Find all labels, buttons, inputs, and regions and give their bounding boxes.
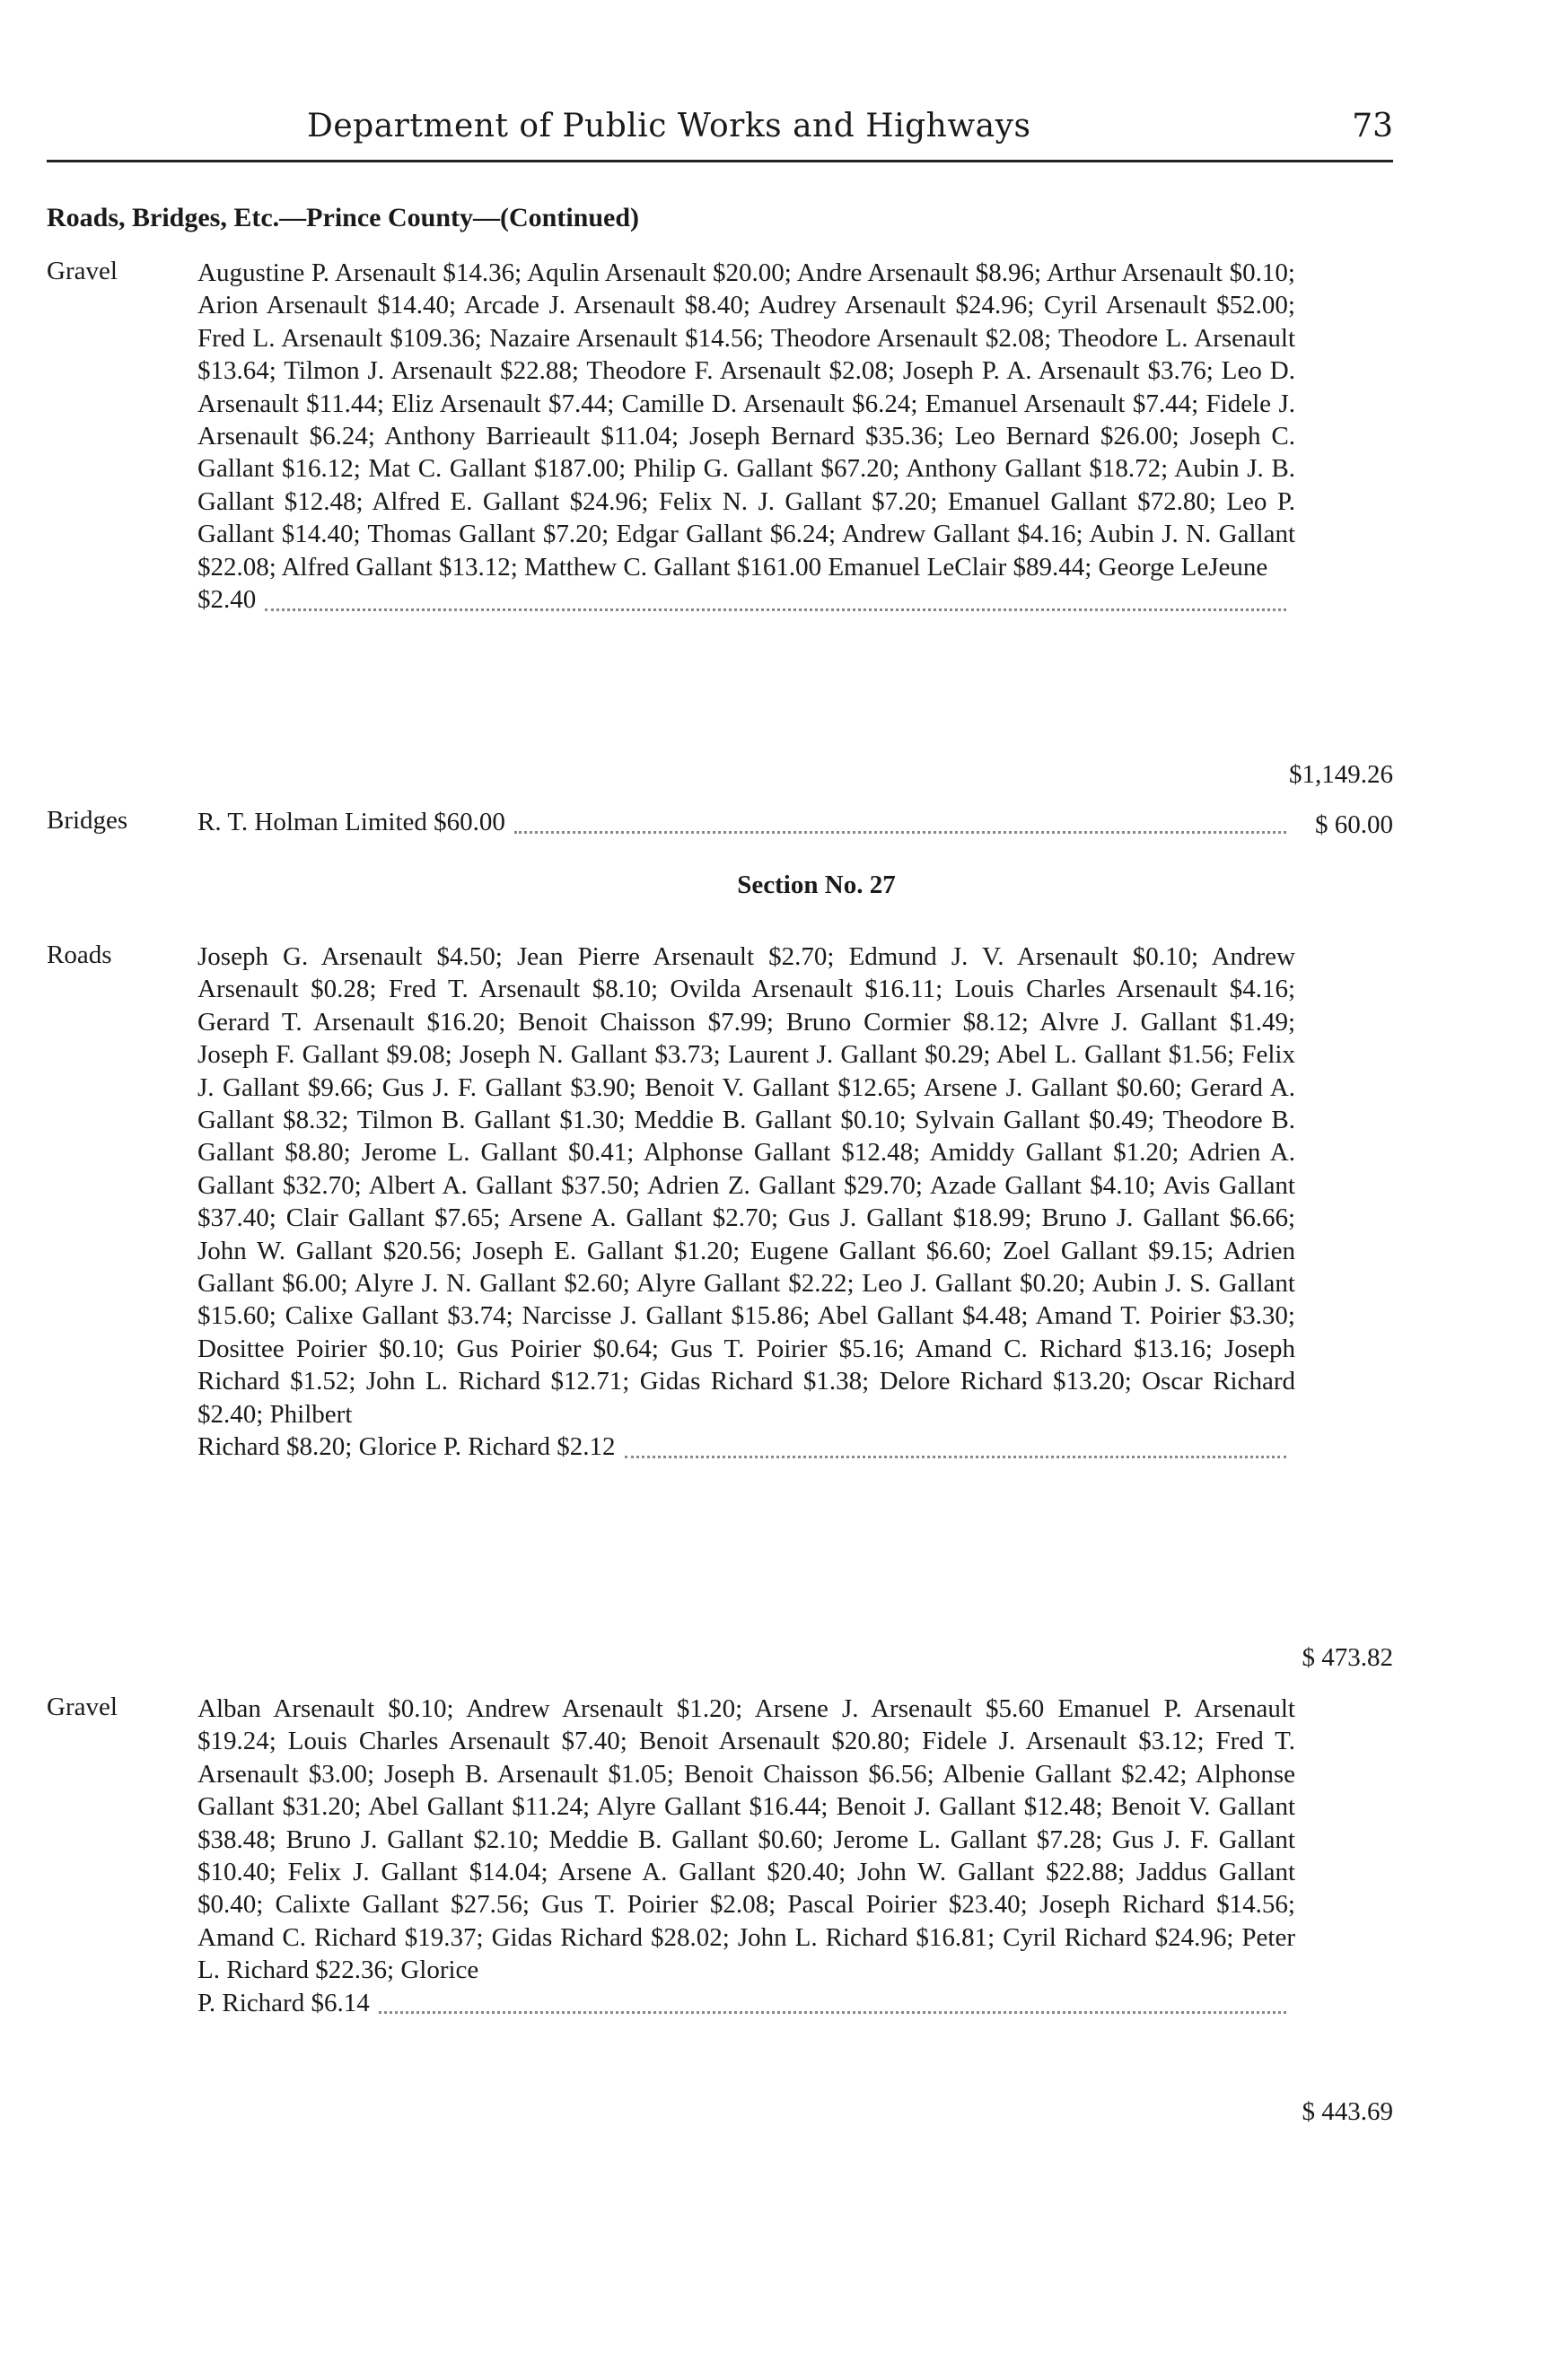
entry-last-line bbox=[197, 1987, 1295, 2019]
running-title: Department of Public Works and Highways bbox=[307, 108, 1031, 144]
entry-gravel-section-27 bbox=[47, 1693, 1393, 2126]
dot-leader bbox=[625, 1450, 1286, 1458]
entry-paragraph: Joseph G. Arsenault $4.50; Jean Pierre Arsenault $2.70; Edmund J. V. Arsenault $0.10; Andrew Arsenault $0.28; Fred T. Arsenault $8.10; Ovilda Arsenault $16.11; Louis Charles Arsenault $4.16; Gerard T. Arsenault $16.20; Benoit Chaisson $7.99; Bruno Cormier $8.12; Alvre J. Gallant $1.49; Joseph F. Gallant $9.08; Joseph N. Gallant $3.73; Laurent J. Gallant $0.29; Abel L. Gallant $1.56; Felix J. Gallant $9.66; Gus J. F. Gallant $3.90; Benoit V. Gallant $12.65; Arsene J. Gallant $0.60; Gerard A. Gallant $8.32; Tilmon B. Gallant $1.30; Meddie B. Gallant $0.10; Sylvain Gallant $0.49; Theodore B. Gallant $8.80; Jerome L. Gallant $0.41; Alphonse Gallant $12.48; Amiddy Gallant $1.20; Adrien A. Gallant $32.70; Albert A. Gallant $37.50; Adrien Z. Gallant $29.70; Azade Gallant $4.10; Avis Gallant $37.40; Clair Gallant $7.65; Arsene A. Gallant $2.70; Gus J. Gallant $18.99; Bruno J. Gallant $6.66; John W. Gallant $20.56; Joseph E. Gallant $1.20; Eugene Gallant $6.60; Zoel Gallant $9.15; Adrien Gallant $6.00; Alyre J. N. Gallant $2.60; Alyre Gallant $2.22; Leo J. Gallant $0.20; Aubin J. S. Gallant $15.60; Calixe Gallant $3.74; Narcisse J. Gallant $15.86; Abel Gallant $4.48; Amand T. Poirier $3.30; Dosittee Poirier $0.10; Gus Poirier $0.64; Gus T. Poirier $5.16; Amand C. Richard $13.16; Joseph Richard $1.52; John L. Richard $12.71; Gidas Richard $1.38; Delore Richard $13.20; Oscar Richard $2.40; Philbert bbox=[197, 942, 1295, 1429]
entry-amount: $1,149.26 bbox=[1289, 760, 1393, 789]
entry-label: Roads bbox=[47, 941, 112, 969]
dot-leader bbox=[265, 603, 1286, 611]
entry-text bbox=[197, 941, 1295, 1464]
entry-gravel-prince bbox=[47, 257, 1393, 806]
dot-leader bbox=[514, 826, 1286, 834]
entry-label: Gravel bbox=[47, 257, 118, 285]
entry-amount: $ 443.69 bbox=[1302, 2097, 1393, 2126]
entry-text bbox=[197, 257, 1295, 616]
dot-leader bbox=[379, 2006, 1286, 2014]
page-header bbox=[47, 106, 1393, 162]
entry-paragraph: Alban Arsenault $0.10; Andrew Arsenault $1.20; Arsene J. Arsenault $5.60 Emanuel P. Arsenault $19.24; Louis Charles Arsenault $7.40; Benoit Arsenault $20.80; Fidele J. Arsenault $3.12; Fred T. Arsenault $3.00; Joseph B. Arsenault $1.05; Benoit Chaisson $6.56; Albenie Gallant $2.42; Alphonse Gallant $31.20; Abel Gallant $11.24; Alyre Gallant $16.44; Benoit J. Gallant $12.48; Benoit V. Gallant $38.48; Bruno J. Gallant $2.10; Meddie B. Gallant $0.60; Jerome L. Gallant $7.28; Gus J. F. Gallant $10.40; Felix J. Gallant $14.04; Arsene A. Gallant $20.40; John W. Gallant $22.88; Jaddus Gallant $0.40; Calixte Gallant $27.56; Gus T. Poirier $2.08; Pascal Poirier $23.40; Joseph Richard $14.56; Amand C. Richard $19.37; Gidas Richard $28.02; John L. Richard $16.81; Cyril Richard $24.96; Peter L. Richard $22.36; Glorice bbox=[197, 1694, 1295, 1985]
entry-last-line bbox=[197, 583, 1295, 616]
page-number: 73 bbox=[1352, 108, 1393, 144]
section-heading: Roads, Bridges, Etc.—Prince County—(Continued) bbox=[47, 203, 640, 232]
entry-last-text: Richard $8.20; Glorice P. Richard $2.12 bbox=[197, 1432, 616, 1462]
entry-amount: $ 473.82 bbox=[1302, 1643, 1393, 1672]
entry-amount: $ 60.00 bbox=[1315, 810, 1393, 839]
entry-label: Gravel bbox=[47, 1693, 118, 1721]
entry-text bbox=[197, 806, 1295, 838]
entry-last-text: R. T. Holman Limited $60.00 bbox=[197, 808, 505, 836]
entry-text bbox=[197, 1693, 1295, 2019]
entry-last-line bbox=[197, 1431, 1295, 1463]
entry-roads-section-27 bbox=[47, 941, 1393, 1672]
entry-paragraph: Augustine P. Arsenault $14.36; Aqulin Arsenault $20.00; Andre Arsenault $8.96; Arthur Arsenault $0.10; Arion Arsenault $14.40; Arcade J. Arsenault $8.40; Audrey Arsenault $24.96; Cyril Arsenault $52.00; Fred L. Arsenault $109.36; Nazaire Arsenault $14.56; Theodore Arsenault $2.08; Theodore L. Arsenault $13.64; Tilmon J. Arsenault $22.88; Theodore F. Arsenault $2.08; Joseph P. A. Arsenault $3.76; Leo D. Arsenault $11.44; Eliz Arsenault $7.44; Camille D. Arsenault $6.24; Emanuel Arsenault $7.44; Fidele J. Arsenault $6.24; Anthony Barrieault $11.04; Joseph Bernard $35.36; Leo Bernard $26.00; Joseph C. Gallant $16.12; Mat C. Gallant $187.00; Philip G. Gallant $67.20; Anthony Gallant $18.72; Aubin J. B. Gallant $12.48; Alfred E. Gallant $24.96; Felix N. J. Gallant $7.20; Emanuel Gallant $72.80; Leo P. Gallant $14.40; Thomas Gallant $7.20; Edgar Gallant $6.24; Andrew Gallant $4.16; Aubin J. N. Gallant $22.08; Alfred Gallant $13.12; Matthew C. Gallant $161.00 Emanuel LeClair $89.44; George LeJeune bbox=[197, 258, 1295, 582]
entry-last-text: P. Richard $6.14 bbox=[197, 1988, 370, 2017]
entry-label: Bridges bbox=[47, 806, 128, 835]
subsection-heading: Section No. 27 bbox=[737, 871, 896, 899]
entry-last-line bbox=[197, 806, 1295, 838]
entry-bridges bbox=[47, 806, 1393, 844]
entry-last-text: $2.40 bbox=[197, 585, 257, 615]
